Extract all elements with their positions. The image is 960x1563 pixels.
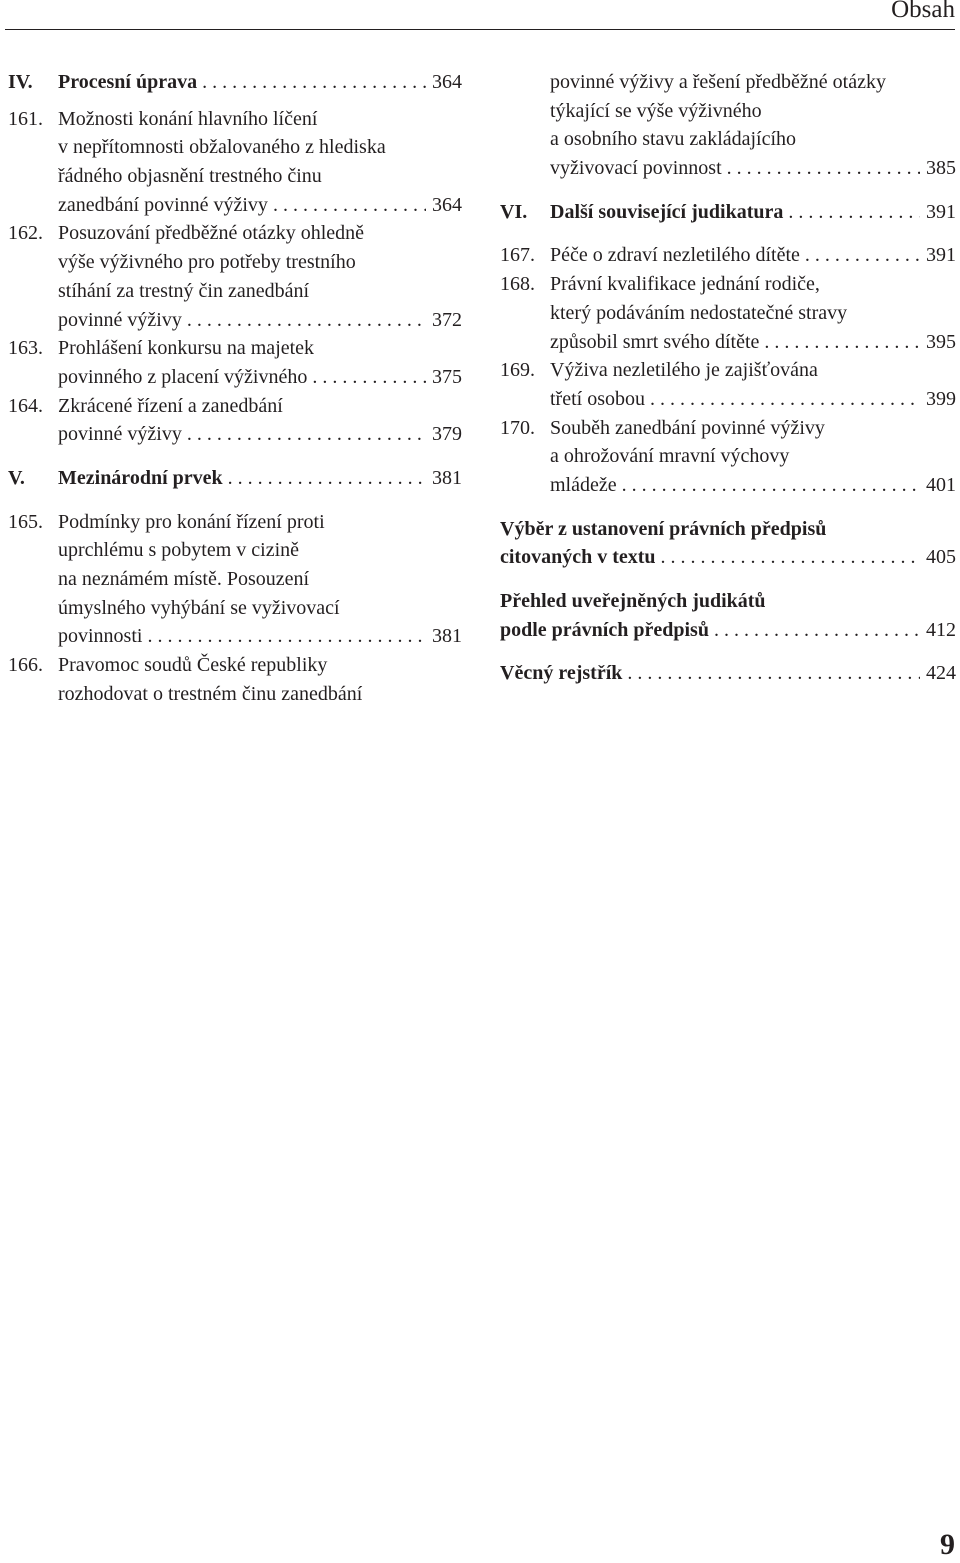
header-rule bbox=[5, 29, 955, 30]
entry-number: 169. bbox=[500, 359, 535, 382]
entry-number: 166. bbox=[8, 654, 43, 677]
entry-line: povinné výživy bbox=[58, 423, 182, 446]
entry-line: způsobil smrt svého dítěte bbox=[550, 330, 760, 353]
page-ref: 405 bbox=[926, 546, 956, 569]
page-ref: 391 bbox=[926, 244, 956, 267]
entry-number: 162. bbox=[8, 222, 43, 245]
entry-line: rozhodovat o trestném činu zanedbání bbox=[58, 682, 363, 705]
page-header bbox=[0, 0, 960, 30]
entry-line: mládeže bbox=[550, 473, 617, 496]
section-title: Procesní úprava bbox=[58, 71, 198, 93]
dot-leader bbox=[661, 543, 920, 572]
toc-entry-167[interactable] bbox=[500, 241, 956, 270]
entry-line: týkající se výše výživného bbox=[550, 99, 762, 122]
page-ref: 381 bbox=[432, 625, 462, 648]
entry-line: výše výživného pro potřeby trestního bbox=[58, 251, 356, 274]
entry-line: povinné výživy bbox=[58, 308, 182, 331]
page-ref: 395 bbox=[926, 330, 956, 353]
toc-section-v[interactable] bbox=[8, 464, 462, 493]
dot-leader bbox=[714, 616, 920, 645]
header-title: Obsah bbox=[891, 0, 955, 23]
entry-line: povinného z placení výživného bbox=[58, 365, 308, 388]
entry-number: 168. bbox=[500, 273, 535, 296]
dot-leader bbox=[622, 471, 920, 500]
toc-entry-166[interactable] bbox=[8, 651, 462, 708]
toc-left-column bbox=[8, 68, 462, 708]
page-number: 9 bbox=[940, 1528, 955, 1561]
entry-line: Péče o zdraví nezletilého dítěte bbox=[550, 244, 800, 267]
toc-entry-162[interactable] bbox=[8, 219, 462, 334]
page-ref: 364 bbox=[432, 71, 462, 93]
entry-line: řádného objasnění trestného činu bbox=[58, 165, 322, 188]
dot-leader bbox=[312, 363, 426, 392]
entry-number: 167. bbox=[500, 244, 535, 267]
entry-line: na neznámém místě. Posouzení bbox=[58, 568, 310, 590]
entry-line: zanedbání povinné výživy bbox=[58, 193, 268, 216]
entry-number: 165. bbox=[8, 510, 43, 533]
entry-line: stíhání za trestný čin zanedbání bbox=[58, 279, 310, 302]
entry-line: třetí osobou bbox=[550, 387, 645, 410]
section-number: VI. bbox=[500, 200, 528, 223]
entry-line: Výživa nezletilého je zajišťována bbox=[550, 359, 818, 382]
entry-line: úmyslného vyhýbání se vyživovací bbox=[58, 596, 340, 619]
entry-line: Možnosti konání hlavního líčení bbox=[58, 107, 318, 130]
page-ref: 385 bbox=[926, 157, 956, 180]
entry-line: povinné výživy a řešení předběžné otázky bbox=[550, 71, 886, 93]
dot-leader bbox=[202, 68, 426, 97]
page-ref: 372 bbox=[432, 308, 462, 331]
section-number: V. bbox=[8, 466, 25, 489]
entry-line: Výběr z ustanovení právních předpisů bbox=[500, 517, 827, 540]
entry-number: 161. bbox=[8, 107, 43, 130]
dot-leader bbox=[187, 306, 426, 335]
entry-line: Podmínky pro konání řízení proti bbox=[58, 510, 325, 533]
page-ref: 401 bbox=[926, 473, 956, 496]
toc-entry-170[interactable] bbox=[500, 414, 956, 500]
entry-line: Zkrácené řízení a zanedbání bbox=[58, 394, 283, 417]
entry-line: vyživovací povinnost bbox=[550, 157, 722, 180]
page-ref: 399 bbox=[926, 387, 956, 410]
page-ref: 381 bbox=[432, 466, 462, 489]
dot-leader bbox=[147, 622, 426, 651]
toc-entry-168[interactable] bbox=[500, 270, 956, 356]
toc-section-iv[interactable] bbox=[8, 68, 462, 97]
page-ref: 412 bbox=[926, 618, 956, 641]
section-number: IV. bbox=[8, 71, 33, 93]
dot-leader bbox=[764, 328, 920, 357]
dot-leader bbox=[273, 191, 426, 220]
entry-line: Prohlášení konkursu na majetek bbox=[58, 337, 315, 360]
dot-leader bbox=[727, 154, 920, 183]
toc-entry-prehled[interactable] bbox=[500, 587, 956, 644]
page-ref: 379 bbox=[432, 423, 462, 446]
entry-line: který podáváním nedostatečné stravy bbox=[550, 301, 848, 324]
toc-entry-169[interactable] bbox=[500, 356, 956, 413]
toc-entry-166-continued[interactable] bbox=[500, 68, 956, 183]
entry-line: Pravomoc soudů České republiky bbox=[58, 654, 328, 677]
entry-line: Souběh zanedbání povinné výživy bbox=[550, 416, 825, 439]
entry-line: Přehled uveřejněných judikátů bbox=[500, 590, 766, 612]
toc-entry-164[interactable] bbox=[8, 392, 462, 449]
toc-entry-rejstrik[interactable] bbox=[500, 659, 956, 688]
entry-line: a ohrožování mravní výchovy bbox=[550, 445, 790, 468]
entry-line: v nepřítomnosti obžalovaného z hlediska bbox=[58, 136, 386, 159]
dot-leader bbox=[788, 198, 920, 227]
entry-line: Právní kvalifikace jednání rodiče, bbox=[550, 273, 820, 296]
entry-line: Posuzování předběžné otázky ohledně bbox=[58, 222, 365, 245]
entry-number: 164. bbox=[8, 394, 43, 417]
toc-entry-165[interactable] bbox=[8, 508, 462, 651]
page-ref: 391 bbox=[926, 200, 956, 223]
dot-leader bbox=[228, 464, 426, 493]
page-ref: 364 bbox=[432, 193, 462, 216]
entry-line: a osobního stavu zakládajícího bbox=[550, 128, 797, 151]
dot-leader bbox=[805, 241, 920, 270]
toc-entry-161[interactable] bbox=[8, 105, 462, 220]
entry-line: uprchlému s pobytem v cizině bbox=[58, 539, 300, 562]
entry-number: 163. bbox=[8, 337, 43, 360]
page-ref: 424 bbox=[926, 662, 956, 685]
entry-line: podle právních předpisů bbox=[500, 618, 709, 641]
toc-right-column bbox=[500, 68, 956, 688]
entry-number: 170. bbox=[500, 416, 535, 439]
page-ref: 375 bbox=[432, 365, 462, 388]
entry-line: povinnosti bbox=[58, 625, 143, 648]
entry-line: citovaných v textu bbox=[500, 546, 656, 569]
section-title: Další související judikatura bbox=[550, 200, 784, 223]
dot-leader bbox=[650, 385, 920, 414]
entry-line: Věcný rejstřík bbox=[500, 662, 623, 685]
toc-entry-vyber[interactable] bbox=[500, 515, 956, 572]
toc-section-vi[interactable] bbox=[500, 198, 956, 227]
toc-entry-163[interactable] bbox=[8, 334, 462, 391]
dot-leader bbox=[187, 420, 426, 449]
section-title: Mezinárodní prvek bbox=[58, 466, 223, 489]
dot-leader bbox=[627, 659, 920, 688]
